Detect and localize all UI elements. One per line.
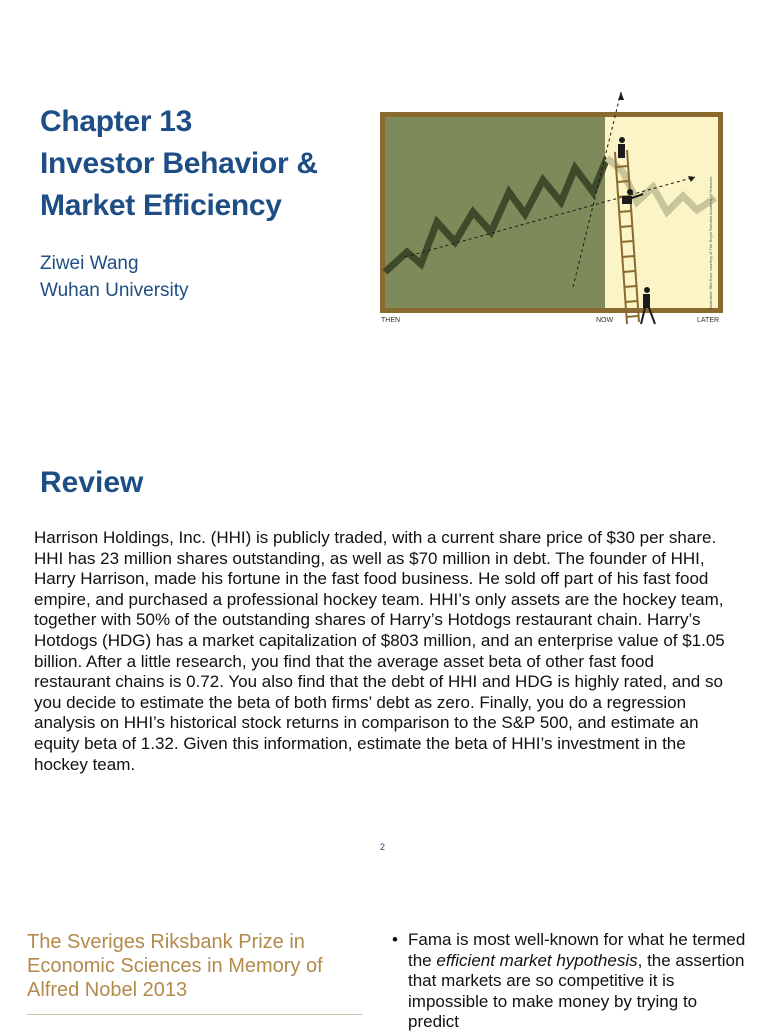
prize-title: The Sveriges Riksbank Prize in Economic Sciences in Memory of Alfred Nobel 2013 (27, 931, 323, 1001)
past-panel (385, 117, 605, 308)
bullet-text-end: , the assertion that markets are so competitive it is impossible to make money by trying to predict (408, 950, 745, 1031)
illustration-label-then: THEN (381, 317, 401, 324)
title-line-1: Chapter 13 (40, 105, 193, 138)
review-paragraph: Harrison Holdings, Inc. (HHI) is publicly traded, with a current share price of $30 per share. HHI has 23 million shares outstanding, as well as $70 million in debt. The founder of HHI, Harry Harrison, made his fortune in the fast food business. He sold off part of his fast food empire, and purchased a professional hockey team. HHI’s only assets are the hockey team, together with 50% of the outstanding shares of Harry’s Hotdogs restaurant chain. Harry’s Hotdogs (HDG) has a market capitalization of $803 million, and an enterprise value of $1.05 billion. After a little research, you find that the average asset beta of other fast food restaurant chains is 0.72. You also find that the debt of HHI and HDG is highly rated, and so you decide to estimate the beta of both firms’ debt as zero. Finally, you do a regression analysis on HHI’s historical stock returns in comparison to the S&P 500, and estimate an equity beta of 1.32. Given this information, estimate the beta of HHI’s investment in the hockey team. (34, 528, 725, 774)
bullet-marker: • (392, 930, 398, 949)
market-illustration (375, 92, 750, 332)
review-heading: Review (40, 466, 144, 499)
slide-title (40, 101, 318, 227)
bullet-text-start: Fama is most well-known for what he termed the (408, 930, 746, 970)
prize-divider (27, 1014, 362, 1015)
page-number: 2 (380, 842, 386, 852)
author-name: Ziwei Wang (40, 253, 139, 274)
title-line-2: Investor Behavior & (40, 147, 318, 180)
illustration-label-now: NOW (596, 317, 614, 324)
title-line-3: Market Efficiency (40, 189, 282, 222)
illustration-label-later: LATER (697, 317, 720, 324)
bullet-list (392, 930, 752, 1033)
bullet-item (392, 930, 752, 1033)
author-affiliation: Wuhan University (40, 280, 189, 301)
author-block (40, 250, 189, 304)
bullet-emphasis: efficient market hypothesis (436, 950, 638, 970)
illustration-credit: Illustration: Rita Hovi, courtesy of The Royal Swedish Academy of Sciences (708, 176, 713, 310)
